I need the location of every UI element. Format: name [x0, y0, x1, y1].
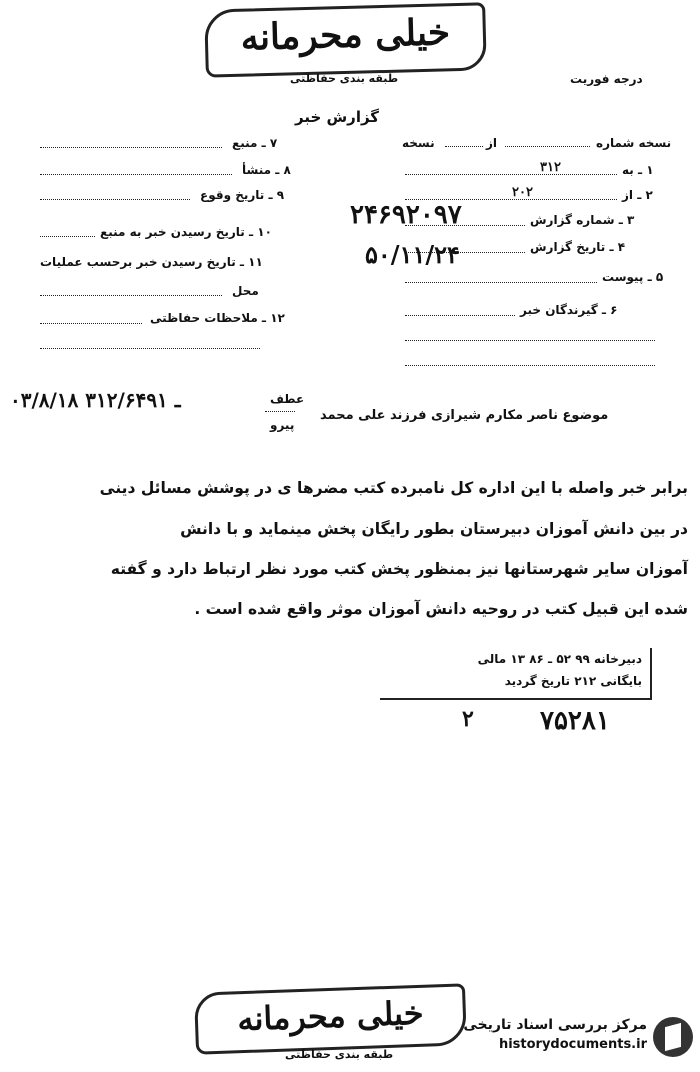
- body-line-2: در بین دانش آموزان دبیرستان بطور رایگان پخش مینماید و با دانش: [180, 520, 688, 538]
- handwritten-mark: ۲: [462, 706, 474, 732]
- watermark-logo-icon: [653, 1017, 693, 1057]
- field-8-origin-label: ۸ ـ منشأ: [242, 163, 291, 177]
- field-7-source-label: ۷ ـ منبع: [232, 136, 278, 150]
- footer-stamp-text: خیلی محرمانه: [236, 993, 425, 1039]
- copy-label: نسخه: [402, 136, 435, 150]
- body-line-3: آموزان سایر شهرستانها نیز بمنظور پخش کتب مورد نظر ارتباط دارد و گفته: [110, 560, 688, 578]
- field-10-line: [40, 236, 95, 237]
- copy-number-label: نسخه شماره: [596, 136, 672, 150]
- atf-label: عطف: [270, 392, 305, 406]
- footer-classification-subtitle: طبقه بندی حفاظتی: [285, 1048, 394, 1061]
- field-3-report-number-label: ۳ ـ شماره گزارش: [530, 213, 635, 227]
- copy-of-label: از: [486, 136, 498, 150]
- field-1-value: ۳۱۲: [540, 160, 561, 175]
- copy-total-line: [445, 146, 483, 147]
- field-9-occurrence-date-label: ۹ ـ تاریخ وقوع: [200, 188, 285, 202]
- field-5-attachment-label: ۵ ـ پیوست: [602, 270, 664, 284]
- field-1-to-label: ۱ ـ به: [622, 163, 654, 177]
- field-5-line: [405, 282, 597, 283]
- field-8-line: [40, 174, 232, 175]
- receipt-stamp: [380, 648, 652, 700]
- watermark-title: مرکز بررسی اسناد تاریخی: [463, 1017, 647, 1033]
- watermark-url: historydocuments.ir: [498, 1037, 647, 1052]
- field-10-label: ۱۰ ـ تاریخ رسیدن خبر به منبع: [100, 225, 272, 239]
- body-line-4: شده این قبیل کتب در روحیه دانش آموزان موثر واقع شده است .: [194, 600, 688, 618]
- field-7-line: [40, 147, 222, 148]
- subject-line: موضوع ناصر مکارم شیرازی فرزند علی محمد: [320, 408, 609, 423]
- report-number-handwritten: ۲۴۶۹۲۰۹۷: [350, 200, 462, 230]
- field-12-line: [40, 323, 142, 324]
- classification-stamp-text: خیلی محرمانه: [240, 11, 451, 59]
- form-title: گزارش خبر: [295, 108, 380, 126]
- copy-number-line: [505, 146, 590, 147]
- field-11-location-label: محل: [232, 284, 259, 298]
- file-number-handwritten: ۷۵۲۸۱: [540, 706, 610, 736]
- field-11-label: ۱۱ ـ تاریخ رسیدن خبر برحسب عملیات: [40, 255, 263, 269]
- field-6-line-2: [405, 340, 655, 341]
- priority-label: درجه فوریت: [570, 72, 643, 86]
- body-line-1: برابر خبر واصله با این اداره کل نامبرده کتب مضرها ی در پوشش مسائل دینی: [99, 479, 688, 497]
- receipt-stamp-line-2: بایگانی ۲۱۲ تاریخ گردید: [504, 674, 642, 688]
- atf-line: [265, 411, 295, 412]
- field-4-report-date-label: ۴ ـ تاریخ گزارش: [530, 240, 626, 254]
- peyro-label: پیرو: [270, 418, 295, 432]
- field-6-line-3: [405, 365, 655, 366]
- watermark: [425, 1015, 695, 1060]
- field-2-value: ۲۰۲: [512, 185, 533, 200]
- reference-number-handwritten: ۰۳/۸/۱۸ ـ ۳۱۲/۶۴۹۱: [10, 388, 181, 412]
- report-date-handwritten: ۵۰/۱۱/۲۴: [365, 240, 460, 269]
- field-12-line-2: [40, 348, 260, 349]
- field-2-from-label: ۲ ـ از: [622, 188, 653, 202]
- classification-subtitle: طبقه بندی حفاظتی: [290, 72, 399, 85]
- field-1-line: [405, 174, 617, 175]
- field-11-line: [40, 295, 222, 296]
- field-9-line: [40, 199, 190, 200]
- field-6-recipients-label: ۶ ـ گیرندگان خبر: [520, 303, 618, 317]
- field-12-security-notes-label: ۱۲ ـ ملاحظات حفاظتی: [150, 311, 285, 325]
- field-6-line: [405, 315, 515, 316]
- classification-stamp: [204, 2, 487, 77]
- receipt-stamp-line-1: دبیرخانه ۹۹ ۵۲ ـ ۸۶ ۱۳ مالی: [477, 652, 642, 666]
